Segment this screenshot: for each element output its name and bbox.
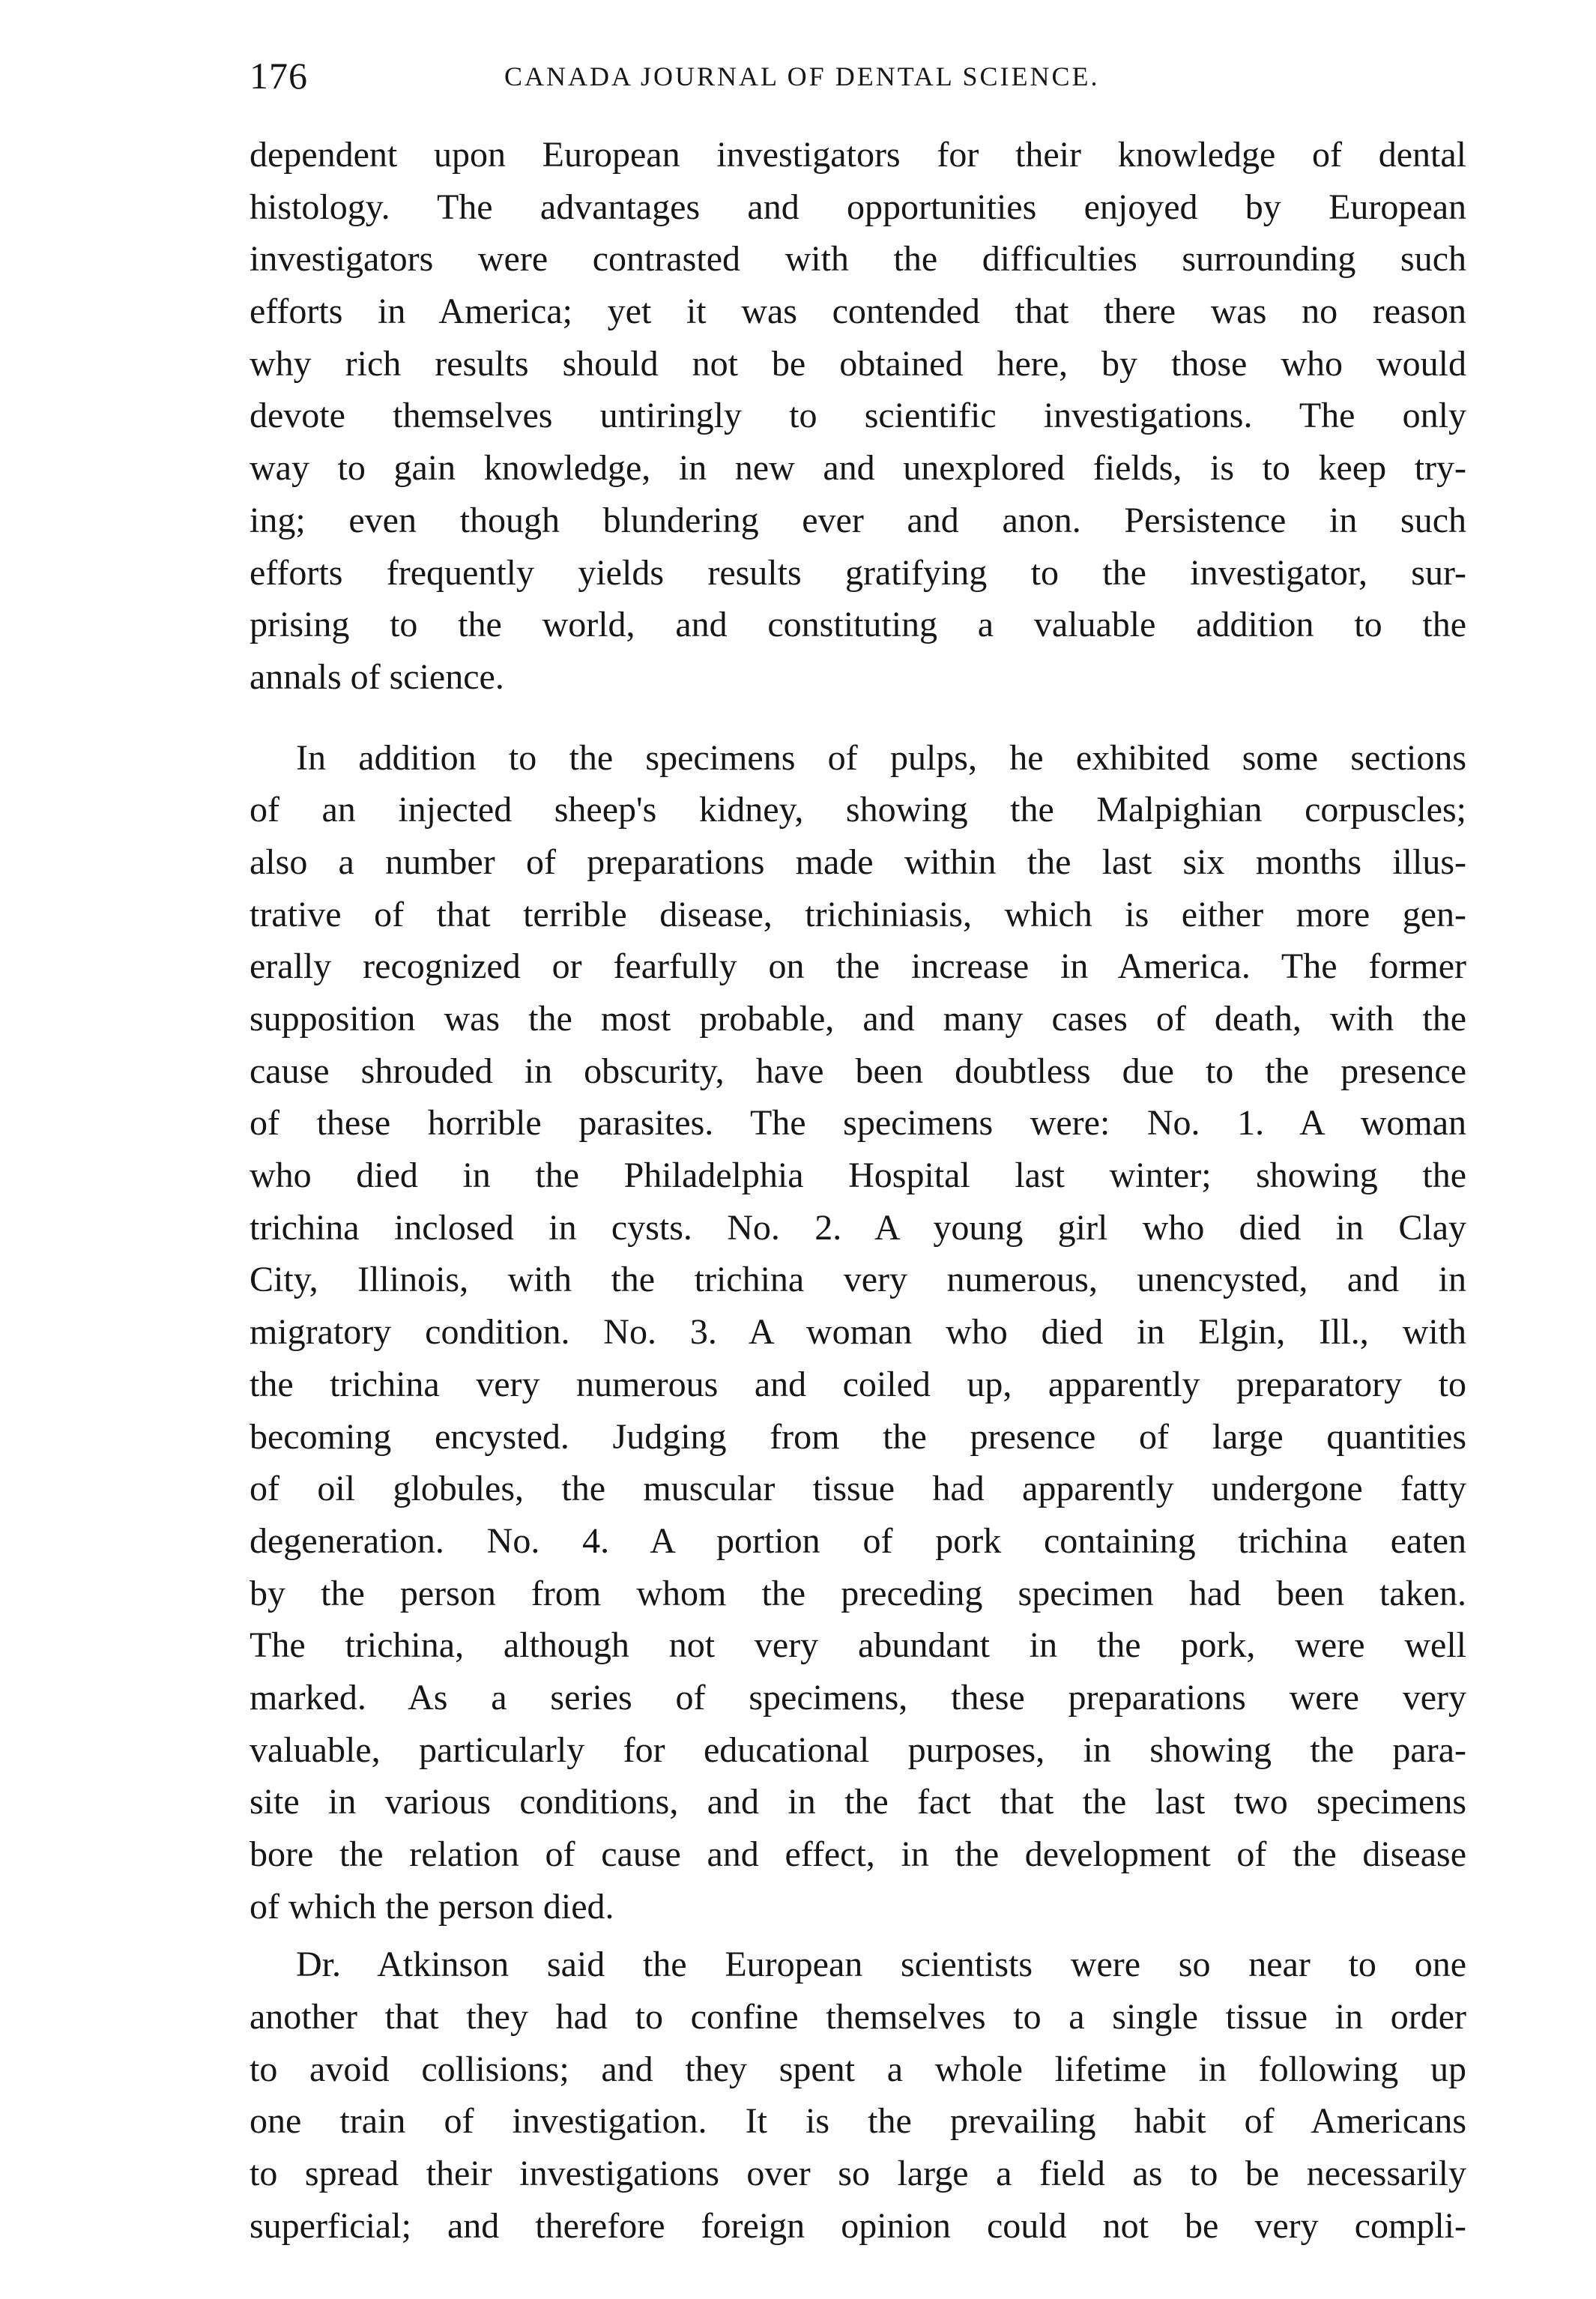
text-line: bore the relation of cause and effect, in the development of the disease (250, 1834, 1466, 1874)
text-line: trative of that terrible disease, trichiniasis, which is either more gen- (250, 894, 1466, 934)
paragraph-gap (250, 1933, 1466, 1939)
text-line: the trichina very numerous and coiled up, apparently preparatory to (250, 1364, 1466, 1404)
text-line: to spread their investigations over so large a field as to be necessarily (250, 2154, 1466, 2194)
text-line: marked. As a series of specimens, these preparations were very (250, 1677, 1466, 1718)
paragraph-1 (250, 129, 1466, 704)
text-line: also a number of preparations made within the last six months illus- (250, 842, 1466, 882)
text-line: dependent upon European investigators for their knowledge of dental (250, 135, 1466, 175)
journal-title: CANADA JOURNAL OF DENTAL SCIENCE. (504, 61, 1100, 91)
text-line: prising to the world, and constituting a valuable addition to the (250, 605, 1466, 645)
paragraph-2 (250, 732, 1466, 1933)
text-line: histology. The advantages and opportunities enjoyed by European (250, 187, 1466, 227)
text-line: investigators were contrasted with the difficulties surrounding such (250, 239, 1466, 280)
text-line: way to gain knowledge, in new and unexplored fields, is to keep try- (250, 448, 1466, 489)
text-line: migratory condition. No. 3. A woman who died in Elgin, Ill., with (250, 1312, 1466, 1353)
text-line: valuable, particularly for educational purposes, in showing the para- (250, 1729, 1466, 1770)
text-line: City, Illinois, with the trichina very numerous, unencysted, and in (250, 1260, 1466, 1300)
text-line: cause shrouded in obscurity, have been doubtless due to the presence (250, 1051, 1466, 1091)
paragraph-3 (250, 1939, 1466, 2252)
text-line: why rich results should not be obtained here, by those who would (250, 343, 1466, 384)
text-line: by the person from whom the preceding specimen had been taken. (250, 1573, 1466, 1613)
text-line: trichina inclosed in cysts. No. 2. A young girl who died in Clay (250, 1207, 1466, 1248)
text-line: devote themselves untiringly to scientific investigations. The only (250, 396, 1466, 436)
text-line: of oil globules, the muscular tissue had apparently undergone fatty (250, 1469, 1466, 1509)
text-line: of these horrible parasites. The specimens were: No. 1. A woman (250, 1103, 1466, 1144)
page-number: 176 (250, 55, 308, 97)
text-line: ing; even though blundering ever and anon. Persistence in such (250, 500, 1466, 540)
text-line: who died in the Philadelphia Hospital last winter; showing the (250, 1155, 1466, 1196)
body-text (250, 129, 1466, 2253)
text-line: efforts in America; yet it was contended that there was no reason (250, 291, 1466, 332)
text-line: one train of investigation. It is the prevailing habit of Americans (250, 2101, 1466, 2142)
text-line: supposition was the most probable, and many cases of death, with the (250, 999, 1466, 1039)
paragraph-gap (250, 704, 1466, 732)
text-line: another that they had to confine themselves to a single tissue in order (250, 1997, 1466, 2037)
text-line: site in various conditions, and in the fact that the last two specimens (250, 1782, 1466, 1822)
text-line: degeneration. No. 4. A portion of pork containing trichina eaten (250, 1520, 1466, 1561)
text-line: to avoid collisions; and they spent a whole lifetime in following up (250, 2049, 1466, 2089)
text-line: of an injected sheep's kidney, showing the Malpighian corpuscles; (250, 790, 1466, 830)
text-line: of which the person died. (250, 1886, 614, 1927)
running-head (250, 49, 1466, 102)
text-line: erally recognized or fearfully on the increase in America. The former (250, 946, 1466, 987)
text-line: annals of science. (250, 656, 504, 697)
text-line: The trichina, although not very abundant in the pork, were well (250, 1625, 1466, 1666)
text-line: becoming encysted. Judging from the presence of large quantities (250, 1416, 1466, 1457)
text-line: In addition to the specimens of pulps, he exhibited some sections (296, 737, 1466, 778)
text-line: Dr. Atkinson said the European scientists were so near to one (296, 1945, 1466, 1985)
text-line: efforts frequently yields results gratifying to the investigator, sur- (250, 552, 1466, 593)
text-line: superficial; and therefore foreign opinion could not be very compli- (250, 2205, 1466, 2246)
